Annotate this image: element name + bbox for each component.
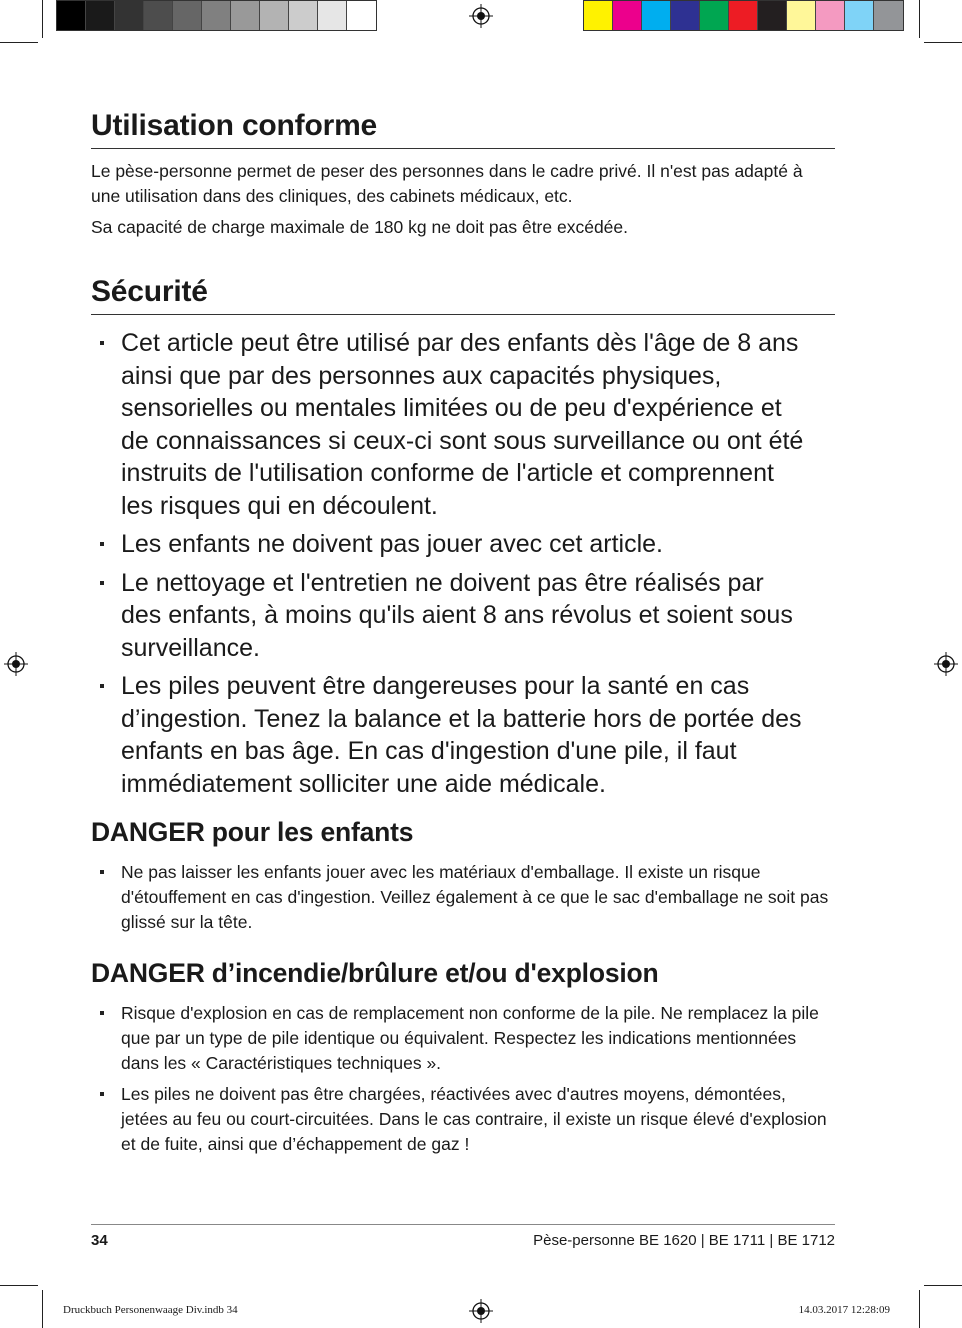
- section-title-utilisation: Utilisation conforme: [91, 108, 835, 149]
- list-item: [91, 528, 835, 561]
- page-content: [91, 108, 835, 1163]
- crop-mark: [924, 1285, 962, 1286]
- registration-mark-icon: [4, 652, 28, 676]
- registration-mark-icon: [469, 1299, 493, 1323]
- color-swatch: [758, 1, 787, 30]
- crop-mark: [0, 42, 38, 43]
- slug-timestamp: 14.03.2017 12:28:09: [798, 1304, 890, 1316]
- color-swatch: [347, 1, 376, 30]
- color-swatch: [202, 1, 231, 30]
- footer-divider: [91, 1224, 835, 1225]
- bullet-icon: [100, 581, 104, 585]
- color-swatch: [613, 1, 642, 30]
- list-item-text: Le nettoyage et l'entretien ne doivent pas être réalisés par des enfants, à moins qu'ils aient 8 ans révolus et soient sous surveillance.: [121, 568, 793, 662]
- color-swatch: [144, 1, 173, 30]
- color-swatch: [874, 1, 903, 30]
- list-item-text: Risque d'explosion en cas de remplacement non conforme de la pile. Ne remplacez la pile que par un type de pile identique ou équivalent. Respectez les indications mentionnées dans les « Caractéristiques techniques ».: [121, 1003, 819, 1073]
- crop-mark: [42, 1290, 43, 1328]
- list-item: [91, 670, 835, 800]
- color-swatch: [642, 1, 671, 30]
- list-item: [91, 327, 835, 522]
- crop-mark: [0, 1285, 38, 1286]
- crop-mark: [42, 0, 43, 38]
- list-item: [91, 1082, 835, 1157]
- list-item-text: Cet article peut être utilisé par des enfants dès l'âge de 8 ans ainsi que par des personnes aux capacités physiques, sensorielles ou mentales limitées ou de peu d'expérience et de connaissances si ceux-ci sont sous surveillance ou ont été instruits de l'utilisation conforme de l'article et comprennent les risques qui en découlent.: [121, 329, 804, 520]
- page-number: 34: [91, 1232, 108, 1249]
- bullet-icon: [100, 542, 104, 546]
- paragraph: Sa capacité de charge maximale de 180 kg ne doit pas être excédée.: [91, 217, 629, 237]
- list-item-text: Les piles peuvent être dangereuses pour la santé en cas d’ingestion. Tenez la balance et la batterie hors de portée des enfants en bas âge. En cas d'ingestion d'une pile, il faut immédiatement solliciter une aide médicale.: [121, 672, 802, 798]
- color-swatch: [700, 1, 729, 30]
- grayscale-color-bar: [56, 0, 377, 31]
- color-swatch: [115, 1, 144, 30]
- slug-filename: Druckbuch Personenwaage Div.indb 34: [63, 1304, 238, 1316]
- crop-mark: [924, 42, 962, 43]
- color-swatch: [86, 1, 115, 30]
- section-title-securite: Sécurité: [91, 274, 835, 315]
- list-item-text: Les piles ne doivent pas être chargées, réactivées avec d'autres moyens, démontées, jetées au feu ou court-circuitées. Dans le cas contraire, il existe un risque élevé d'explosion et de fuite, ainsi que d’échappement de gaz !: [121, 1084, 827, 1154]
- crop-mark: [919, 0, 920, 38]
- color-swatch: [318, 1, 347, 30]
- list-item: [91, 860, 835, 935]
- safety-list: [91, 327, 835, 800]
- color-swatch: [729, 1, 758, 30]
- bullet-icon: [100, 870, 104, 874]
- bullet-icon: [100, 1011, 104, 1015]
- color-swatch: [231, 1, 260, 30]
- color-swatch: [173, 1, 202, 30]
- color-swatch: [671, 1, 700, 30]
- list-item-text: Ne pas laisser les enfants jouer avec les matériaux d'emballage. Il existe un risque d'étouffement en cas d'ingestion. Veillez également à ce que le sac d'emballage ne soit pas glissé sur la tête.: [121, 862, 829, 932]
- crop-mark: [919, 1290, 920, 1328]
- color-swatch: [260, 1, 289, 30]
- color-swatch: [57, 1, 86, 30]
- registration-mark-icon: [469, 4, 493, 28]
- cmyk-color-bar: [583, 0, 904, 31]
- paragraph: Le pèse-personne permet de peser des personnes dans le cadre privé. Il n'est pas adapté à une utilisation dans des cliniques, des cabinets médicaux, etc.: [91, 161, 803, 206]
- color-swatch: [787, 1, 816, 30]
- color-swatch: [289, 1, 318, 30]
- registration-mark-icon: [934, 652, 958, 676]
- intro-text: [91, 159, 835, 240]
- list-item-text: Les enfants ne doivent pas jouer avec cet article.: [121, 530, 663, 558]
- bullet-icon: [100, 341, 104, 345]
- list-item: [91, 567, 835, 665]
- color-swatch: [845, 1, 874, 30]
- footer-title: Pèse-personne BE 1620 | BE 1711 | BE 1712: [533, 1232, 835, 1249]
- list-item: [91, 1001, 835, 1076]
- color-swatch: [816, 1, 845, 30]
- danger-children-heading: DANGER pour les enfants: [91, 817, 414, 847]
- danger-fire-heading: DANGER d’incendie/brûlure et/ou d'explosion: [91, 958, 659, 988]
- danger-fire-list: [91, 1001, 835, 1157]
- bullet-icon: [100, 684, 104, 688]
- color-swatch: [584, 1, 613, 30]
- bullet-icon: [100, 1092, 104, 1096]
- danger-children-list: [91, 860, 835, 935]
